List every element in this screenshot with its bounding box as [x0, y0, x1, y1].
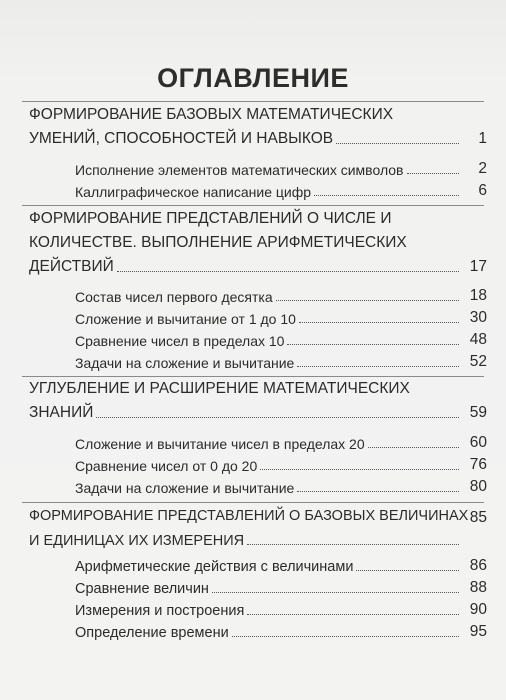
page-number: 1: [478, 130, 487, 147]
item-label: Сравнение чисел в пределах 10: [75, 333, 285, 349]
page-number: 76: [469, 456, 487, 473]
toc-entry-item[interactable]: [75, 579, 487, 597]
item-label: Арифметические действия с величинами: [75, 559, 354, 575]
dot-leader: [336, 143, 459, 144]
item-label: Измерения и построения: [75, 603, 245, 619]
page-number: 30: [469, 309, 487, 326]
item-label: Каллиграфическое написание цифр: [75, 184, 312, 200]
item-label: Задачи на сложение и вычитание: [75, 480, 295, 496]
toc-entry-item[interactable]: [75, 478, 487, 496]
section-2-heading-line-2: КОЛИЧЕСТВЕ. ВЫПОЛНЕНИЕ АРИФМЕТИЧЕСКИХ: [29, 234, 407, 251]
dot-leader: [287, 344, 459, 345]
page-title: ОГЛАВЛЕНИЕ: [157, 63, 349, 93]
dot-leader: [407, 173, 460, 174]
toc-entry-item[interactable]: [75, 353, 487, 371]
item-label: Исполнение элементов математических символов: [75, 162, 404, 178]
item-label: Сложение и вычитание чисел в пределах 20: [75, 436, 365, 452]
toc-entry-item[interactable]: [75, 557, 487, 575]
section-2-heading-line-3: ДЕЙСТВИЙ: [29, 258, 114, 275]
item-label: Состав чисел первого десятка: [75, 289, 273, 305]
dot-leader: [299, 322, 459, 323]
item-label: Задачи на сложение и вычитание: [75, 355, 295, 371]
page-number: 52: [469, 353, 487, 370]
toc-entry-item[interactable]: [75, 182, 487, 200]
toc-entry-item[interactable]: [75, 601, 487, 619]
page-number: 88: [469, 579, 487, 596]
page-number: 6: [478, 182, 487, 199]
toc-entry-section-3[interactable]: [29, 404, 487, 422]
toc-entry-item[interactable]: [75, 287, 487, 305]
page-number: 59: [469, 404, 487, 421]
toc-entry-item[interactable]: [75, 331, 487, 349]
item-label: Определение времени: [75, 625, 229, 641]
dot-leader: [247, 544, 459, 545]
dot-leader: [260, 469, 459, 470]
dot-leader: [247, 614, 459, 615]
dot-leader: [368, 447, 459, 448]
page-number: 18: [469, 287, 487, 304]
dot-leader: [356, 570, 459, 571]
toc-entry-item[interactable]: [75, 309, 487, 327]
page-number: 48: [469, 331, 487, 348]
dot-leader: [212, 592, 459, 593]
dot-leader: [314, 195, 459, 196]
toc-entry-item[interactable]: [75, 434, 487, 452]
section-divider: [22, 101, 484, 102]
section-divider: [22, 376, 484, 377]
page-number: 60: [469, 434, 487, 451]
dot-leader: [117, 271, 459, 272]
item-label: Сравнение величин: [75, 581, 209, 597]
toc-entry-item[interactable]: [75, 456, 487, 474]
page-number: 2: [478, 160, 487, 177]
dot-leader: [297, 491, 459, 492]
section-4-heading-line-1: ФОРМИРОВАНИЕ ПРЕДСТАВЛЕНИЙ О БАЗОВЫХ ВЕЛИЧИНАХ: [29, 508, 469, 524]
section-divider: [22, 502, 484, 503]
toc-entry-item[interactable]: [75, 160, 487, 178]
section-3-heading-line-1: УГЛУБЛЕНИЕ И РАСШИРЕНИЕ МАТЕМАТИЧЕСКИХ: [29, 380, 410, 397]
dot-leader: [232, 636, 459, 637]
page-number: 90: [469, 601, 487, 618]
dot-leader: [297, 366, 459, 367]
page-number: 85: [469, 509, 487, 526]
section-divider: [22, 205, 484, 206]
item-label: Сложение и вычитание от 1 до 10: [75, 311, 296, 327]
toc-entry-section-2[interactable]: [29, 258, 487, 276]
dot-leader: [96, 417, 459, 418]
toc-entry-item[interactable]: [75, 623, 487, 641]
page-number: 80: [469, 478, 487, 495]
page-number: 95: [469, 623, 487, 640]
page-number: 86: [469, 557, 487, 574]
item-label: Сравнение чисел от 0 до 20: [75, 458, 258, 474]
section-2-heading-line-1: ФОРМИРОВАНИЕ ПРЕДСТАВЛЕНИЙ О ЧИСЛЕ И: [29, 210, 392, 227]
page-number: 17: [469, 258, 487, 275]
section-4-heading-line-2: И ЕДИНИЦАХ ИХ ИЗМЕРЕНИЯ: [29, 533, 245, 549]
section-1-heading-line-2: УМЕНИЙ, СПОСОБНОСТЕЙ И НАВЫКОВ: [29, 130, 334, 147]
section-3-heading-line-2: ЗНАНИЙ: [29, 404, 94, 421]
dot-leader: [276, 300, 459, 301]
section-1-heading-line-1: ФОРМИРОВАНИЕ БАЗОВЫХ МАТЕМАТИЧЕСКИХ: [29, 106, 394, 123]
toc-entry-section-1[interactable]: [29, 130, 487, 148]
